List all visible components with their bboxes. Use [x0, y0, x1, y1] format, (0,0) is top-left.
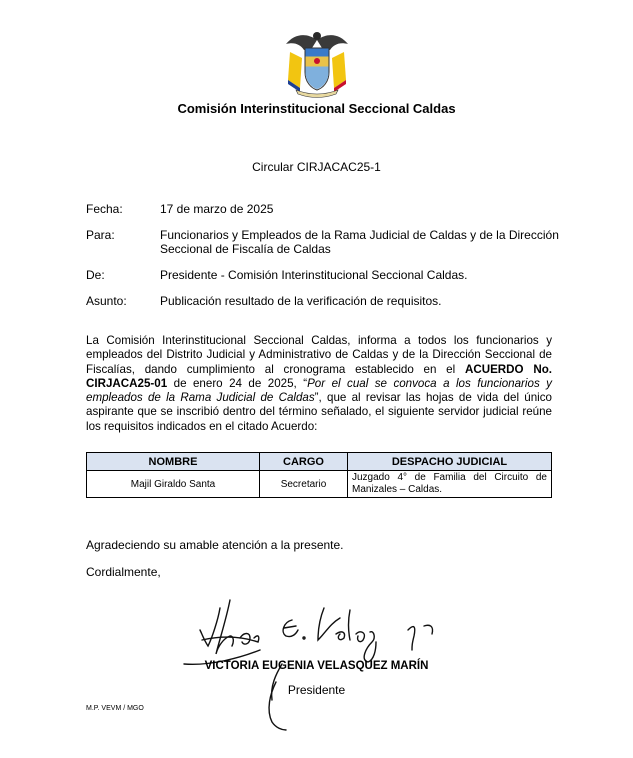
- body-text-1: La Comisión Interinstitucional Seccional Caldas, informa a todos los funcionarios y empleados del Distrito Judicial y Administrativo de Caldas y de la Dirección Seccional de Fiscalías, dando cumplimiento al cronograma establecido en el: [86, 334, 552, 376]
- acuerdo-reference: ACUERDO No. CIRJACA25-01: [86, 362, 552, 390]
- acuerdo-title: Por el cual se convoca a los funcionarios y empleados de la Rama Judicial de Caldas: [86, 376, 552, 405]
- body-paragraph: [86, 334, 552, 434]
- header-nombre: NOMBRE: [87, 453, 260, 471]
- organization-title: Comisión Interinstitucional Seccional Caldas: [177, 101, 456, 116]
- coat-of-arms-icon: [282, 26, 352, 98]
- circular-number: Circular CIRJACAC25-1: [252, 160, 381, 174]
- table-row: [87, 471, 552, 498]
- signer-name: VICTORIA EUGENIA VELASQUEZ MARÍN: [204, 660, 429, 672]
- body-text-2: de enero 24 de 2025, “: [167, 376, 308, 390]
- from-label: De:: [86, 268, 105, 282]
- closing-thanks: Agradeciendo su amable atención a la presente.: [86, 538, 344, 552]
- results-table: [86, 452, 552, 498]
- cell-cargo: Secretario: [260, 471, 348, 498]
- header-despacho: DESPACHO JUDICIAL: [348, 453, 552, 471]
- subject-label: Asunto:: [86, 294, 127, 308]
- subject-value: Publicación resultado de la verificación de requisitos.: [160, 294, 442, 308]
- header-cargo: CARGO: [260, 453, 348, 471]
- signer-role: Presidente: [287, 683, 346, 697]
- to-value: Funcionarios y Empleados de la Rama Judicial de Caldas y de la Dirección Seccional de Fiscalía de Caldas: [160, 228, 559, 256]
- to-label: Para:: [86, 228, 115, 242]
- cell-despacho: Juzgado 4° de Familia del Circuito de Manizales – Caldas.: [348, 471, 552, 498]
- date-value: 17 de marzo de 2025: [160, 202, 274, 216]
- closing-salutation: Cordialmente,: [86, 565, 161, 579]
- footer-initials: M.P. VEVM / MGO: [86, 705, 144, 712]
- from-value: Presidente - Comisión Interinstitucional Seccional Caldas.: [160, 268, 468, 282]
- body-text-3: ”, que al revisar las hojas de vida del único aspirante que se inscribió dentro del término señalado, el siguiente servidor judicial reúne los requisitos indicados en el citado Acuerdo:: [86, 391, 552, 433]
- date-label: Fecha:: [86, 202, 123, 216]
- table-header-row: [87, 453, 552, 471]
- cell-nombre: Majil Giraldo Santa: [87, 471, 260, 498]
